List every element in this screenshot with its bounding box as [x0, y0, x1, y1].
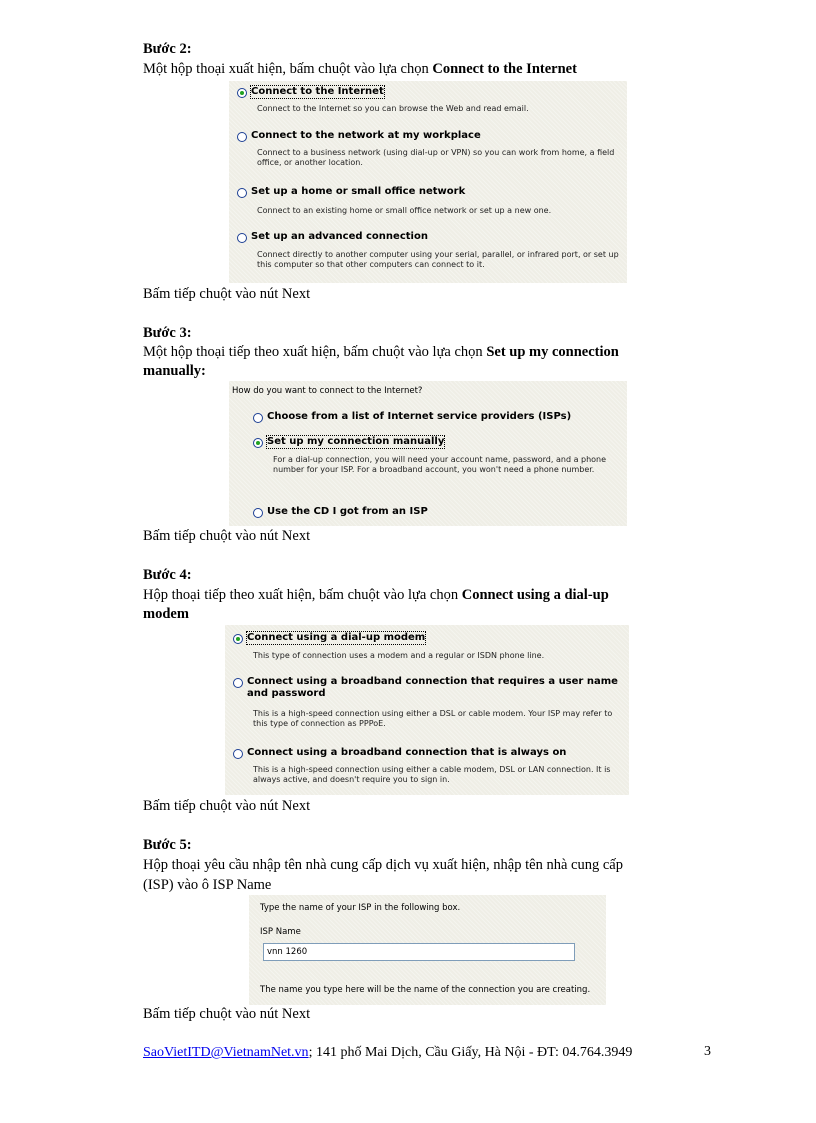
radio-icon[interactable]	[237, 188, 247, 198]
step4-after: Bấm tiếp chuột vào nút Next	[143, 798, 311, 814]
step2-after: Bấm tiếp chuột vào nút Next	[143, 286, 311, 302]
step3-intro-cont: manually:	[143, 363, 206, 379]
step5-intro-line2: (ISP) vào ô ISP Name	[143, 877, 272, 893]
radio-icon[interactable]	[253, 508, 263, 518]
radio-icon[interactable]	[237, 233, 247, 243]
step2-heading: Bước 2:	[143, 41, 192, 57]
radio-icon[interactable]	[253, 413, 263, 423]
radio-icon[interactable]	[233, 749, 243, 759]
isp-note: The name you type here will be the name of the connection you are creating.	[260, 985, 591, 995]
footer-email-link[interactable]: SaoVietITD@VietnamNet.vn	[143, 1045, 309, 1060]
step2-dialog-screenshot: Connect to the Internet Connect to the Internet so you can browse the Web and read email. Connect to the network at my workplace Connect to a business network (using dial-up or VPN) so you can work from home, a field office, or another location. Set up a home or small office network Connect to an existing home or small office network or set up a new one. Set up an advanced connection Connect directly to another computer using your serial, parallel, or infrared port, or set up this computer so that other computers can connect to it.	[229, 81, 627, 283]
step5-dialog-screenshot	[249, 895, 606, 1005]
footer	[143, 1044, 632, 1061]
footer-address: ; 141 phố Mai Dịch, Cầu Giấy, Hà Nội - ĐT: 04.764.3949	[308, 1045, 633, 1060]
radio-selected-icon[interactable]	[233, 634, 243, 644]
step5-heading: Bước 5:	[143, 837, 192, 853]
step4-intro-cont: modem	[143, 606, 189, 622]
isp-name-label: ISP Name	[260, 927, 301, 937]
step2-intro: Một hộp thoại xuất hiện, bấm chuột vào lựa chọn Connect to the Internet	[143, 61, 577, 77]
isp-prompt: Type the name of your ISP in the following box.	[260, 903, 461, 913]
step3-intro: Một hộp thoại tiếp theo xuất hiện, bấm chuột vào lựa chọn Set up my connection	[143, 344, 619, 360]
step3-dialog-screenshot: How do you want to connect to the Internet? Choose from a list of Internet service providers (ISPs) Set up my connection manually For a dial-up connection, you will need your account name, password, and a phone number for your ISP. For a broadband account, you won't need a phone number. Use the CD I got from an ISP	[229, 381, 627, 526]
page-number: 3	[704, 1044, 711, 1059]
step5-intro-line1: Hộp thoại yêu cầu nhập tên nhà cung cấp dịch vụ xuất hiện, nhập tên nhà cung cấp	[143, 857, 623, 873]
step3-heading: Bước 3:	[143, 325, 192, 341]
radio-selected-icon[interactable]	[237, 88, 247, 98]
step5-after: Bấm tiếp chuột vào nút Next	[143, 1006, 311, 1022]
radio-selected-icon[interactable]	[253, 438, 263, 448]
isp-name-input[interactable]: vnn 1260	[263, 943, 575, 961]
step4-heading: Bước 4:	[143, 567, 192, 583]
radio-icon[interactable]	[237, 132, 247, 142]
connection-question: How do you want to connect to the Internet?	[232, 386, 423, 396]
step4-dialog-screenshot: Connect using a dial-up modem This type of connection uses a modem and a regular or ISDN phone line. Connect using a broadband connection that requires a user name and password This is a high-speed connection using either a DSL or cable modem. Your ISP may refer to this type of connection as PPPoE. Connect using a broadband connection that is always on This is a high-speed connection using either a cable modem, DSL or LAN connection. It is always active, and doesn't require you to sign in.	[225, 625, 629, 795]
step3-after: Bấm tiếp chuột vào nút Next	[143, 528, 311, 544]
radio-icon[interactable]	[233, 678, 243, 688]
step4-intro: Hộp thoại tiếp theo xuất hiện, bấm chuột vào lựa chọn Connect using a dial-up	[143, 587, 609, 603]
